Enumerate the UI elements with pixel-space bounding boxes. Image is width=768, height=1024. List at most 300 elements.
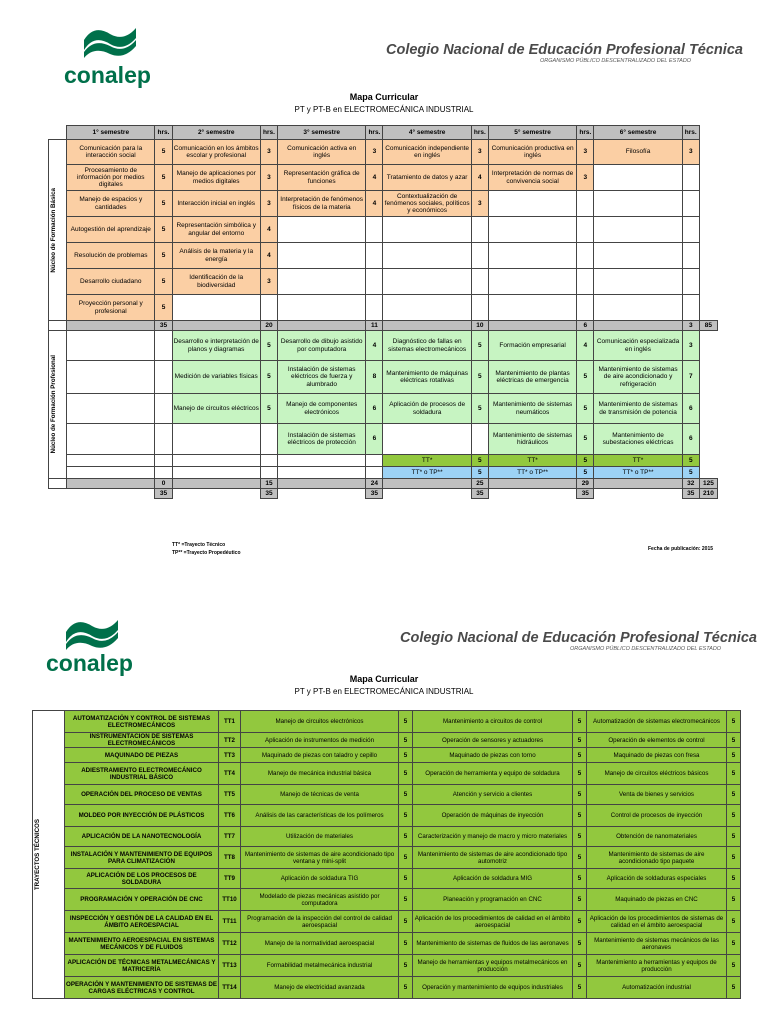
side-label-basica: [49, 140, 67, 321]
hours-cell: 3: [366, 140, 383, 165]
grand-total-hours: 35: [155, 489, 172, 499]
hours-cell: 5: [573, 785, 587, 805]
module-cell: Automatización de sistemas electromecánicos: [587, 711, 727, 733]
trayecto-code: TT2: [219, 733, 241, 748]
header-cell: hrs.: [682, 126, 699, 140]
module-cell: Modelado de piezas mecánicas asistido por computadora: [241, 889, 399, 911]
hours-cell: [155, 331, 172, 361]
row-end: [699, 269, 717, 295]
tp-hours: 5: [577, 467, 594, 479]
conalep-logo-icon: [80, 20, 140, 60]
hours-cell: 4: [260, 243, 277, 269]
hours-cell: 5: [727, 889, 741, 911]
hours-cell: 5: [573, 827, 587, 847]
hours-cell: [366, 295, 383, 321]
subject-cell: [488, 243, 576, 269]
hours-cell: 5: [573, 711, 587, 733]
totals-spacer: [67, 479, 155, 489]
header-cell: hrs.: [366, 126, 383, 140]
trayecto-name: AUTOMATIZACIÓN Y CONTROL DE SISTEMAS ELECTROMECÁNICOS: [65, 711, 219, 733]
hours-cell: 5: [727, 785, 741, 805]
grand-total: 210: [699, 489, 717, 499]
subject-cell: Procesamiento de información por medios digitales: [67, 165, 155, 191]
module-cell: Operación y mantenimiento de equipos industriales: [413, 977, 573, 999]
module-cell: Operación de sensores y actuadores: [413, 733, 573, 748]
trayecto-name: APLICACIÓN DE TÉCNICAS METALMECÁNICAS Y MATRICERÍA: [65, 955, 219, 977]
hours-cell: 3: [577, 140, 594, 165]
hours-cell: [682, 165, 699, 191]
totals-side: [49, 489, 67, 499]
hours-cell: [155, 394, 172, 424]
module-cell: Aplicación de soldadura TIG: [241, 869, 399, 889]
hours-cell: [155, 361, 172, 394]
module-cell: Control de procesos de inyección: [587, 805, 727, 827]
hours-cell: 5: [399, 805, 413, 827]
hours-cell: 5: [727, 847, 741, 869]
subject-cell: [172, 424, 260, 455]
module-cell: Aplicación de los procedimientos de sistemas de calidad en el ámbito aeroespacial: [587, 911, 727, 933]
hours-cell: 4: [471, 165, 488, 191]
side-label-profesional: [49, 331, 67, 479]
hours-cell: 5: [399, 911, 413, 933]
institution-subtitle: ORGANISMO PÚBLICO DESCENTRALIZADO DEL ESTADO: [540, 58, 692, 64]
module-cell: Atención y servicio a clientes: [413, 785, 573, 805]
subject-cell: Comunicación independiente en inglés: [383, 140, 471, 165]
tp-hours: 5: [682, 467, 699, 479]
institution-name: Colegio Nacional de Educación Profesional Técnica: [386, 42, 743, 58]
totals-spacer: [383, 479, 471, 489]
trayectos-table: [32, 710, 741, 999]
trayecto-name: INSPECCIÓN Y GESTIÓN DE LA CALIDAD EN EL ÁMBITO AEROESPACIAL: [65, 911, 219, 933]
hours-cell: 5: [155, 140, 172, 165]
totals-spacer: [383, 489, 471, 499]
module-cell: Mantenimiento a herramientas y equipos de producción: [587, 955, 727, 977]
publication-date: Fecha de publicación: 2015: [648, 546, 714, 552]
module-cell: Maquinado de piezas en CNC: [587, 889, 727, 911]
subject-cell: Interpretación de normas de convivencia social: [488, 165, 576, 191]
trayecto-name: APLICACIÓN DE LA NANOTECNOLOGÍA: [65, 827, 219, 847]
empty-cell: [67, 455, 155, 467]
subject-cell: [594, 191, 682, 217]
trayecto-name: OPERACIÓN DEL PROCESO DE VENTAS: [65, 785, 219, 805]
hours-cell: 5: [577, 424, 594, 455]
trayecto-code: TT12: [219, 933, 241, 955]
header-cell: 1° semestre: [67, 126, 155, 140]
conalep-logo-icon-2: [62, 612, 122, 652]
subject-cell: [383, 243, 471, 269]
hours-cell: 3: [260, 165, 277, 191]
subject-cell: [67, 331, 155, 361]
hours-cell: [577, 243, 594, 269]
module-cell: Mantenimiento de sistemas de aire acondicionado tipo ventana y mini-split: [241, 847, 399, 869]
totals-spacer: [277, 489, 365, 499]
doc-title-2: Mapa Curricular: [349, 674, 419, 684]
subject-cell: Autogestión del aprendizaje: [67, 217, 155, 243]
tt-hours: 5: [682, 455, 699, 467]
hours-cell: 5: [399, 827, 413, 847]
hours-cell: [682, 191, 699, 217]
module-cell: Maquinado de piezas con taladro y cepillo: [241, 748, 399, 763]
hours-cell: [471, 243, 488, 269]
subject-cell: [488, 269, 576, 295]
totals-spacer: [277, 479, 365, 489]
hours-cell: [682, 243, 699, 269]
subject-cell: Filosofía: [594, 140, 682, 165]
subject-cell: Desarrollo de dibujo asistido por computadora: [277, 331, 365, 361]
row-end: [699, 191, 717, 217]
empty-cell: [155, 467, 172, 479]
hours-cell: 5: [573, 955, 587, 977]
hours-cell: [682, 217, 699, 243]
subject-cell: [67, 361, 155, 394]
row-end: [699, 331, 717, 361]
empty-cell: [366, 455, 383, 467]
hours-cell: 5: [471, 331, 488, 361]
subject-cell: Mantenimiento de subestaciones eléctricas: [594, 424, 682, 455]
module-cell: Venta de bienes y servicios: [587, 785, 727, 805]
side-label-trayectos-text: TRAYECTOS TÉCNICOS: [34, 818, 41, 891]
hours-cell: 7: [682, 361, 699, 394]
subject-cell: Desarrollo ciudadano: [67, 269, 155, 295]
hours-cell: 5: [727, 933, 741, 955]
hours-cell: 6: [366, 424, 383, 455]
row-end: [699, 217, 717, 243]
hours-cell: [366, 269, 383, 295]
hours-cell: [577, 295, 594, 321]
subject-cell: [277, 269, 365, 295]
hours-cell: [471, 424, 488, 455]
subject-cell: Desarrollo e interpretación de planos y diagramas: [172, 331, 260, 361]
header-cell: hrs.: [471, 126, 488, 140]
totals-spacer: [67, 321, 155, 331]
subject-cell: [594, 295, 682, 321]
subject-cell: [277, 217, 365, 243]
row-end: [699, 295, 717, 321]
trayecto-code: TT6: [219, 805, 241, 827]
tt-hours: 5: [471, 455, 488, 467]
total-profesional: 125: [699, 479, 717, 489]
side-label-trayectos: [33, 711, 65, 999]
subject-cell: Manejo de espacios y cantidades: [67, 191, 155, 217]
subject-cell: [383, 424, 471, 455]
tt-cell: TT*: [594, 455, 682, 467]
hours-cell: 5: [727, 955, 741, 977]
subject-cell: Diagnóstico de fallas en sistemas electromecánicos: [383, 331, 471, 361]
module-cell: Operación de máquinas de inyección: [413, 805, 573, 827]
hours-cell: 5: [155, 295, 172, 321]
trayecto-code: TT14: [219, 977, 241, 999]
hours-cell: 5: [399, 977, 413, 999]
totals-side: [49, 479, 67, 489]
header-cell: hrs.: [155, 126, 172, 140]
side-label-basica-text: Núcleo de Formación Básica: [50, 187, 57, 273]
hours-cell: 5: [727, 763, 741, 785]
header-cell: hrs.: [577, 126, 594, 140]
subject-cell: [594, 217, 682, 243]
hours-cell: 5: [727, 711, 741, 733]
empty-cell: [172, 467, 260, 479]
header-cell: 2° semestre: [172, 126, 260, 140]
subject-cell: Manejo de circuitos eléctricos: [172, 394, 260, 424]
totals-spacer: [594, 321, 682, 331]
module-cell: Maquinado de piezas con fresa: [587, 748, 727, 763]
module-cell: Aplicación de instrumentos de medición: [241, 733, 399, 748]
hours-cell: 5: [727, 805, 741, 827]
module-cell: Manejo de herramientas y equipos metalmecánicos en producción: [413, 955, 573, 977]
subject-cell: Mantenimiento de sistemas hidráulicos: [488, 424, 576, 455]
header-cell: 5° semestre: [488, 126, 576, 140]
total-hours: 25: [471, 479, 488, 489]
hours-cell: 5: [399, 869, 413, 889]
module-cell: Operación de elementos de control: [587, 733, 727, 748]
module-cell: Obtención de nanomateriales: [587, 827, 727, 847]
subject-cell: Proyección personal y profesional: [67, 295, 155, 321]
hours-cell: 5: [471, 361, 488, 394]
header-blank: [699, 126, 717, 140]
subject-cell: Mantenimiento de sistemas de transmisión de potencia: [594, 394, 682, 424]
module-cell: Mantenimiento de sistemas mecánicos de las aeronaves: [587, 933, 727, 955]
subject-cell: Mantenimiento de sistemas neumáticos: [488, 394, 576, 424]
subject-cell: [383, 295, 471, 321]
hours-cell: 5: [573, 733, 587, 748]
module-cell: Manejo de mecánica industrial básica: [241, 763, 399, 785]
subject-cell: [488, 217, 576, 243]
hours-cell: [366, 243, 383, 269]
totals-spacer: [67, 489, 155, 499]
module-cell: Programación de la inspección del control de calidad aeroespacial: [241, 911, 399, 933]
header-cell: 4° semestre: [383, 126, 471, 140]
hours-cell: 5: [260, 394, 277, 424]
hours-cell: 5: [727, 733, 741, 748]
tt-cell: TT*: [383, 455, 471, 467]
trayecto-name: MOLDEO POR INYECCIÓN DE PLÁSTICOS: [65, 805, 219, 827]
total-hours: 32: [682, 479, 699, 489]
hours-cell: 5: [727, 869, 741, 889]
subject-cell: Resolución de problemas: [67, 243, 155, 269]
subject-cell: Medición de variables físicas: [172, 361, 260, 394]
hours-cell: [471, 295, 488, 321]
hours-cell: 5: [155, 269, 172, 295]
hours-cell: 5: [399, 733, 413, 748]
total-hours: 0: [155, 479, 172, 489]
hours-cell: 5: [399, 763, 413, 785]
total-hours: 6: [577, 321, 594, 331]
hours-cell: 6: [366, 394, 383, 424]
total-hours: 35: [155, 321, 172, 331]
empty-cell: [155, 455, 172, 467]
subject-cell: Comunicación especializada en inglés: [594, 331, 682, 361]
row-end: [699, 467, 717, 479]
empty-cell: [260, 467, 277, 479]
hours-cell: [260, 424, 277, 455]
module-cell: Aplicación de los procedimientos de calidad en el ámbito aeroespacial: [413, 911, 573, 933]
row-end: [699, 424, 717, 455]
totals-spacer: [594, 479, 682, 489]
trayecto-name: MAQUINADO DE PIEZAS: [65, 748, 219, 763]
subject-cell: [277, 295, 365, 321]
module-cell: Mantenimiento de sistemas de fluidos de las aeronaves: [413, 933, 573, 955]
subject-cell: Identificación de la biodiversidad: [172, 269, 260, 295]
totals-spacer: [488, 321, 576, 331]
hours-cell: 5: [573, 847, 587, 869]
module-cell: Maquinado de piezas con torno: [413, 748, 573, 763]
module-cell: Aplicación de soldaduras especiales: [587, 869, 727, 889]
total-hours: 11: [366, 321, 383, 331]
empty-cell: [260, 455, 277, 467]
header-cell: 3° semestre: [277, 126, 365, 140]
hours-cell: 5: [399, 785, 413, 805]
module-cell: Utilización de materiales: [241, 827, 399, 847]
hours-cell: [471, 269, 488, 295]
trayecto-code: TT13: [219, 955, 241, 977]
trayecto-code: TT11: [219, 911, 241, 933]
hours-cell: 6: [682, 394, 699, 424]
hours-cell: 5: [155, 191, 172, 217]
hours-cell: 5: [260, 331, 277, 361]
subject-cell: [383, 269, 471, 295]
hours-cell: 5: [573, 889, 587, 911]
total-hours: 24: [366, 479, 383, 489]
hours-cell: 3: [260, 191, 277, 217]
hours-cell: 5: [573, 805, 587, 827]
subject-cell: Representación gráfica de funciones: [277, 165, 365, 191]
hours-cell: [366, 217, 383, 243]
subject-cell: Aplicación de procesos de soldadura: [383, 394, 471, 424]
trayecto-name: MANTENIMIENTO AEROESPACIAL EN SISTEMAS MECÁNICOS Y DE FLUIDOS: [65, 933, 219, 955]
subject-cell: Mantenimiento de máquinas eléctricas rotativas: [383, 361, 471, 394]
module-cell: Manejo de la normatividad aeroespacial: [241, 933, 399, 955]
totals-side: [49, 321, 67, 331]
grand-total-hours: 35: [577, 489, 594, 499]
subject-cell: [172, 295, 260, 321]
module-cell: Manejo de técnicas de venta: [241, 785, 399, 805]
empty-cell: [277, 467, 365, 479]
totals-spacer: [172, 479, 260, 489]
hours-cell: [577, 191, 594, 217]
hours-cell: 5: [573, 911, 587, 933]
hours-cell: 4: [366, 191, 383, 217]
subject-cell: Mantenimiento de sistemas de aire acondicionado y refrigeración: [594, 361, 682, 394]
totals-spacer: [383, 321, 471, 331]
subject-cell: Interacción inicial en inglés: [172, 191, 260, 217]
hours-cell: 5: [399, 955, 413, 977]
hours-cell: 5: [573, 869, 587, 889]
subject-cell: Formación empresarial: [488, 331, 576, 361]
hours-cell: 3: [577, 165, 594, 191]
hours-cell: 5: [399, 847, 413, 869]
hours-cell: 5: [573, 977, 587, 999]
note-tt: TT* =Trayecto Técnico: [172, 542, 226, 548]
module-cell: Mantenimiento de sistemas de aire acondicionado tipo paquete: [587, 847, 727, 869]
subject-cell: Análisis de la materia y la energía: [172, 243, 260, 269]
subject-cell: Instalación de sistemas eléctricos de fuerza y alumbrado: [277, 361, 365, 394]
hours-cell: 4: [577, 331, 594, 361]
trayecto-name: ADIESTRAMIENTO ELECTROMECÁNICO INDUSTRIAL BÁSICO: [65, 763, 219, 785]
doc-subtitle-2: PT y PT-B en ELECTROMECÁNICA INDUSTRIAL: [294, 687, 474, 696]
grand-total-hours: 35: [682, 489, 699, 499]
institution-name-2: Colegio Nacional de Educación Profesional Técnica: [400, 630, 757, 646]
empty-cell: [277, 455, 365, 467]
logo-text: conalep: [64, 62, 151, 88]
tp-cell: TT* o TP**: [383, 467, 471, 479]
hours-cell: 4: [366, 331, 383, 361]
logo-text-2: conalep: [46, 650, 133, 676]
module-cell: Formabilidad metalmecánica industrial: [241, 955, 399, 977]
module-cell: Manejo de electricidad avanzada: [241, 977, 399, 999]
total-hours: 20: [260, 321, 277, 331]
hours-cell: 5: [727, 827, 741, 847]
hours-cell: 5: [399, 748, 413, 763]
module-cell: Operación de herramienta y equipo de soldadura: [413, 763, 573, 785]
tt-cell: TT*: [488, 455, 576, 467]
note-tp: TP** =Trayecto Propedéutico: [172, 550, 241, 556]
hours-cell: 5: [399, 889, 413, 911]
hours-cell: 5: [155, 243, 172, 269]
hours-cell: 3: [682, 331, 699, 361]
total-hours: 15: [260, 479, 277, 489]
subject-cell: [67, 424, 155, 455]
trayecto-name: PROGRAMACIÓN Y OPERACIÓN DE CNC: [65, 889, 219, 911]
corner-cell: [49, 126, 67, 140]
curricular-map-table: [48, 125, 718, 499]
hours-cell: 5: [727, 977, 741, 999]
doc-subtitle: PT y PT-B en ELECTROMECÁNICA INDUSTRIAL: [294, 105, 474, 114]
tp-cell: TT* o TP**: [488, 467, 576, 479]
hours-cell: 5: [577, 361, 594, 394]
hours-cell: 3: [471, 191, 488, 217]
row-end: [699, 165, 717, 191]
hours-cell: 5: [399, 933, 413, 955]
hours-cell: [471, 217, 488, 243]
hours-cell: 5: [155, 217, 172, 243]
hours-cell: [577, 217, 594, 243]
row-end: [699, 140, 717, 165]
trayecto-code: TT8: [219, 847, 241, 869]
hours-cell: 3: [260, 140, 277, 165]
tp-hours: 5: [471, 467, 488, 479]
trayecto-code: TT7: [219, 827, 241, 847]
module-cell: Automatización industrial: [587, 977, 727, 999]
total-basica: 85: [699, 321, 717, 331]
subject-cell: Comunicación para la interacción social: [67, 140, 155, 165]
hours-cell: 3: [260, 269, 277, 295]
subject-cell: [383, 217, 471, 243]
grand-total-hours: 35: [366, 489, 383, 499]
subject-cell: Representación simbólica y angular del entorno: [172, 217, 260, 243]
hours-cell: 5: [573, 748, 587, 763]
subject-cell: [594, 269, 682, 295]
hours-cell: 5: [577, 394, 594, 424]
module-cell: Análisis de las características de los polímeros: [241, 805, 399, 827]
trayecto-name: INSTRUMENTACIÓN DE SISTEMAS ELECTROMECÁNICOS: [65, 733, 219, 748]
tt-hours: 5: [577, 455, 594, 467]
hours-cell: 4: [366, 165, 383, 191]
row-end: [699, 361, 717, 394]
empty-cell: [67, 467, 155, 479]
totals-spacer: [488, 479, 576, 489]
row-end: [699, 243, 717, 269]
hours-cell: 5: [573, 933, 587, 955]
hours-cell: 5: [399, 711, 413, 733]
row-end: [699, 394, 717, 424]
hours-cell: 5: [155, 165, 172, 191]
trayecto-name: OPERACIÓN Y MANTENIMIENTO DE SISTEMAS DE CARGAS ELÉCTRICAS Y CONTROL: [65, 977, 219, 999]
hours-cell: 5: [727, 748, 741, 763]
trayecto-code: TT9: [219, 869, 241, 889]
trayecto-code: TT1: [219, 711, 241, 733]
trayecto-code: TT10: [219, 889, 241, 911]
header-cell: hrs.: [260, 126, 277, 140]
